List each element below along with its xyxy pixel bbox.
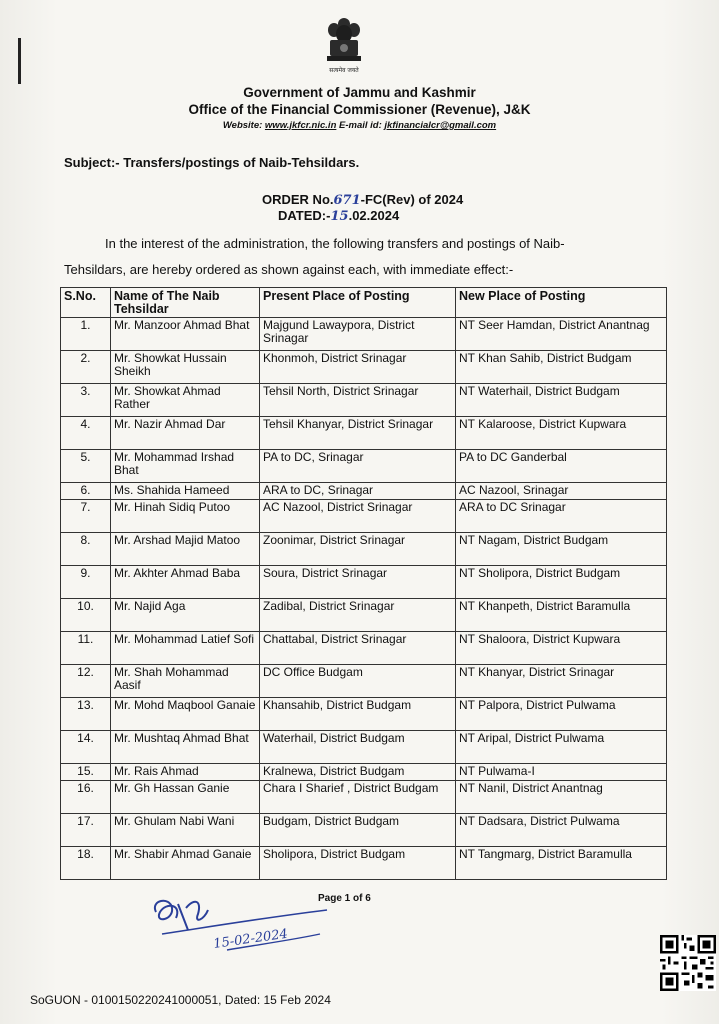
row-new-posting: NT Tangmarg, District Baramulla <box>456 847 667 880</box>
row-sno: 3. <box>61 384 111 417</box>
row-name: Mr. Rais Ahmad <box>111 764 260 781</box>
header-name: Name of The Naib Tehsildar <box>111 288 260 318</box>
row-name: Mr. Mohd Maqbool Ganaie <box>111 698 260 731</box>
row-new-posting: NT Nagam, District Budgam <box>456 533 667 566</box>
row-present-posting: Kralnewa, District Budgam <box>260 764 456 781</box>
table-row <box>61 417 667 450</box>
row-sno: 14. <box>61 731 111 764</box>
row-sno: 6. <box>61 483 111 500</box>
row-present-posting: Sholipora, District Budgam <box>260 847 456 880</box>
row-sno: 4. <box>61 417 111 450</box>
order-suffix: -FC(Rev) of 2024 <box>360 192 464 207</box>
row-present-posting: Khonmoh, District Srinagar <box>260 351 456 384</box>
row-new-posting: NT Khanpeth, District Baramulla <box>456 599 667 632</box>
row-present-posting: Zoonimar, District Srinagar <box>260 533 456 566</box>
qr-code-icon <box>660 935 716 991</box>
row-new-posting: ARA to DC Srinagar <box>456 500 667 533</box>
row-name: Mr. Gh Hassan Ganie <box>111 781 260 814</box>
row-name: Mr. Showkat Hussain Sheikh <box>111 351 260 384</box>
row-sno: 8. <box>61 533 111 566</box>
row-sno: 5. <box>61 450 111 483</box>
table-row <box>61 764 667 781</box>
dated-prefix: DATED:- <box>278 208 331 223</box>
row-new-posting: NT Seer Hamdan, District Anantnag <box>456 318 667 351</box>
row-name: Mr. Nazir Ahmad Dar <box>111 417 260 450</box>
row-sno: 18. <box>61 847 111 880</box>
table-row <box>61 731 667 764</box>
row-present-posting: DC Office Budgam <box>260 665 456 698</box>
row-new-posting: NT Shaloora, District Kupwara <box>456 632 667 665</box>
row-new-posting: NT Khan Sahib, District Budgam <box>456 351 667 384</box>
header-office: Office of the Financial Commissioner (Revenue), J&K <box>188 102 531 117</box>
row-present-posting: ARA to DC, Srinagar <box>260 483 456 500</box>
order-number <box>262 192 463 208</box>
row-new-posting: NT Waterhail, District Budgam <box>456 384 667 417</box>
postings-table <box>60 287 667 880</box>
dated-day-handwritten: 15 <box>330 209 349 224</box>
row-new-posting: NT Sholipora, District Budgam <box>456 566 667 599</box>
email-link[interactable]: jkfinancialcr@gmail.com <box>384 120 497 131</box>
table-row <box>61 483 667 500</box>
table-row <box>61 665 667 698</box>
order-date <box>278 208 399 224</box>
header-new-posting: New Place of Posting <box>456 288 667 318</box>
row-name: Mr. Shah Mohammad Aasif <box>111 665 260 698</box>
header-government: Government of Jammu and Kashmir <box>243 85 476 100</box>
row-name: Mr. Mohammad Latief Sofi <box>111 632 260 665</box>
row-new-posting: NT Khanyar, District Srinagar <box>456 665 667 698</box>
row-name: Mr. Shabir Ahmad Ganaie <box>111 847 260 880</box>
row-present-posting: Tehsil Khanyar, District Srinagar <box>260 417 456 450</box>
table-row <box>61 318 667 351</box>
intro-line-2: Tehsildars, are hereby ordered as shown against each, with immediate effect:- <box>64 262 514 277</box>
website-label: Website: <box>222 120 265 131</box>
footer-reference: SoGUON - 0100150220241000051, Dated: 15 Feb 2024 <box>30 993 331 1007</box>
row-new-posting: PA to DC Ganderbal <box>456 450 667 483</box>
row-new-posting: NT Palpora, District Pulwama <box>456 698 667 731</box>
row-sno: 12. <box>61 665 111 698</box>
table-row <box>61 566 667 599</box>
row-present-posting: Majgund Lawaypora, District Srinagar <box>260 318 456 351</box>
row-present-posting: Chattabal, District Srinagar <box>260 632 456 665</box>
row-new-posting: NT Nanil, District Anantnag <box>456 781 667 814</box>
row-name: Mr. Arshad Majid Matoo <box>111 533 260 566</box>
table-row <box>61 450 667 483</box>
emblem-caption: सत्यमेव जयते <box>329 67 359 74</box>
website-link[interactable]: www.jkfcr.nic.in <box>264 120 337 131</box>
page-number: Page 1 of 6 <box>318 893 371 904</box>
row-new-posting: NT Kalaroose, District Kupwara <box>456 417 667 450</box>
dated-suffix: .02.2024 <box>348 208 400 223</box>
row-sno: 1. <box>61 318 111 351</box>
row-name: Mr. Showkat Ahmad Rather <box>111 384 260 417</box>
row-new-posting: NT Aripal, District Pulwama <box>456 731 667 764</box>
signature-date: 15-02-2024 <box>212 926 289 952</box>
order-prefix: ORDER No. <box>262 192 334 207</box>
row-sno: 17. <box>61 814 111 847</box>
row-present-posting: Waterhail, District Budgam <box>260 731 456 764</box>
table-header-row <box>61 288 667 318</box>
signature-icon <box>142 890 332 960</box>
header-present-posting: Present Place of Posting <box>260 288 456 318</box>
row-sno: 15. <box>61 764 111 781</box>
table-row <box>61 698 667 731</box>
row-name: Mr. Mushtaq Ahmad Bhat <box>111 731 260 764</box>
intro-line-1: In the interest of the administration, the following transfers and postings of Naib- <box>105 236 565 251</box>
row-name: Mr. Manzoor Ahmad Bhat <box>111 318 260 351</box>
row-present-posting: Chara I Sharief , District Budgam <box>260 781 456 814</box>
row-present-posting: AC Nazool, District Srinagar <box>260 500 456 533</box>
row-present-posting: Khansahib, District Budgam <box>260 698 456 731</box>
table-row <box>61 814 667 847</box>
row-sno: 9. <box>61 566 111 599</box>
row-present-posting: PA to DC, Srinagar <box>260 450 456 483</box>
table-row <box>61 533 667 566</box>
row-new-posting: AC Nazool, Srinagar <box>456 483 667 500</box>
table-row <box>61 781 667 814</box>
row-present-posting: Soura, District Srinagar <box>260 566 456 599</box>
row-sno: 16. <box>61 781 111 814</box>
row-new-posting: NT Pulwama-I <box>456 764 667 781</box>
row-sno: 10. <box>61 599 111 632</box>
row-present-posting: Tehsil North, District Srinagar <box>260 384 456 417</box>
row-name: Ms. Shahida Hameed <box>111 483 260 500</box>
row-name: Mr. Akhter Ahmad Baba <box>111 566 260 599</box>
row-new-posting: NT Dadsara, District Pulwama <box>456 814 667 847</box>
table-row <box>61 351 667 384</box>
header-sno: S.No. <box>61 288 111 318</box>
national-emblem-icon <box>321 14 367 78</box>
row-name: Mr. Najid Aga <box>111 599 260 632</box>
row-sno: 2. <box>61 351 111 384</box>
table-row <box>61 847 667 880</box>
row-sno: 13. <box>61 698 111 731</box>
table-row <box>61 384 667 417</box>
table-row <box>61 599 667 632</box>
email-label: E-mail id: <box>336 120 385 131</box>
header-contact <box>0 120 719 131</box>
edge-mark <box>18 38 21 84</box>
row-name: Mr. Ghulam Nabi Wani <box>111 814 260 847</box>
row-sno: 11. <box>61 632 111 665</box>
subject-line: Subject:- Transfers/postings of Naib-Tehsildars. <box>64 155 360 170</box>
row-present-posting: Zadibal, District Srinagar <box>260 599 456 632</box>
table-row <box>61 500 667 533</box>
order-number-handwritten: 671 <box>333 193 361 208</box>
table-row <box>61 632 667 665</box>
row-name: Mr. Hinah Sidiq Putoo <box>111 500 260 533</box>
row-present-posting: Budgam, District Budgam <box>260 814 456 847</box>
row-sno: 7. <box>61 500 111 533</box>
row-name: Mr. Mohammad Irshad Bhat <box>111 450 260 483</box>
